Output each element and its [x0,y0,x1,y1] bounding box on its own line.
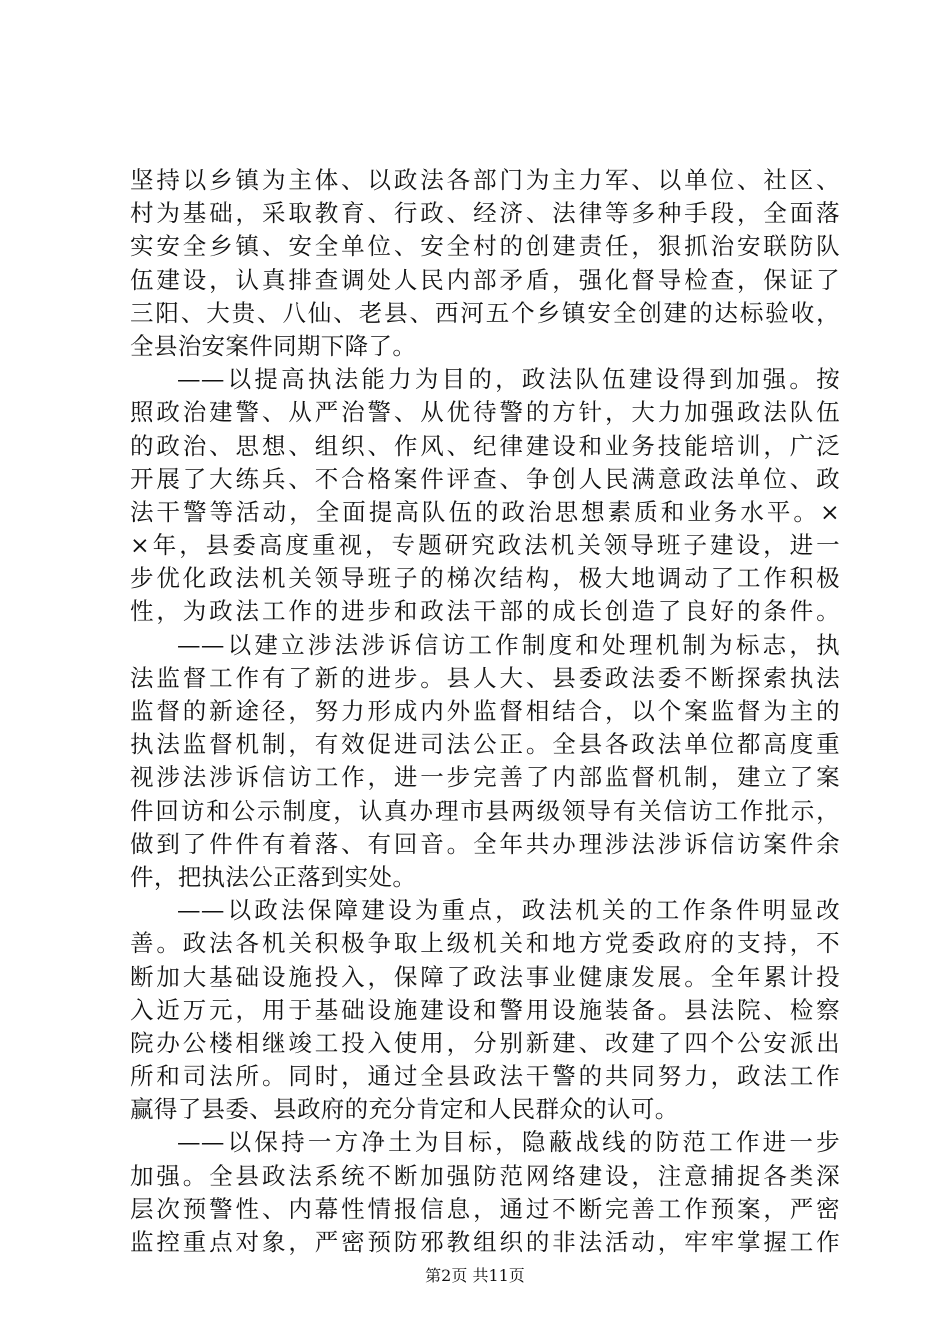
text-line: 监控重点对象，严密预防邪教组织的非法活动，牢牢掌握工作 [130,1228,840,1256]
text-line: 赢得了县委、县政府的充分肯定和人民群众的认可。 [130,1095,679,1124]
text-line: 执法监督机制，有效促进司法公正。全县各政法单位都高度重 [130,730,840,759]
text-line: 加强。全县政法系统不断加强防范网络建设，注意捕捉各类深 [130,1161,840,1190]
paragraph-first-line: ——以保持一方净土为目标，隐蔽战线的防范工作进一步 [177,1128,840,1157]
text-line: 三阳、大贵、八仙、老县、西河五个乡镇安全创建的达标验收， [130,298,840,327]
text-line: 所和司法所。同时，通过全县政法干警的共同努力，政法工作 [130,1062,840,1091]
text-line: 步优化政法机关领导班子的梯次结构，极大地调动了工作积极 [130,564,840,593]
paragraph-first-line: ——以政法保障建设为重点，政法机关的工作条件明显改 [177,896,840,925]
page-footer: 第2页 共11页 [425,1266,525,1285]
text-line: 照政治建警、从严治警、从优待警的方针，大力加强政法队伍 [130,398,840,427]
text-line: 全县治安案件同期下降了。 [130,331,417,360]
text-line: 开展了大练兵、不合格案件评查、争创人民满意政法单位、政 [130,464,840,493]
text-line: 村为基础，采取教育、行政、经济、法律等多种手段，全面落 [130,199,840,228]
paragraph-first-line: ——以提高执法能力为目的，政法队伍建设得到加强。按 [177,365,840,394]
text-line: 的政治、思想、组织、作风、纪律建设和业务技能培训，广泛 [130,431,840,460]
text-line: 断加大基础设施投入，保障了政法事业健康发展。全年累计投 [130,962,840,991]
paragraph-first-line: ——以建立涉法涉诉信访工作制度和处理机制为标志，执 [177,630,840,659]
text-line: 善。政法各机关积极争取上级机关和地方党委政府的支持，不 [130,929,840,958]
text-line: 监督的新途径，努力形成内外监督相结合，以个案监督为主的 [130,697,840,725]
text-line: 法监督工作有了新的进步。县人大、县委政法委不断探索执法 [130,663,840,692]
text-line: 视涉法涉诉信访工作，进一步完善了内部监督机制，建立了案 [130,763,840,792]
text-line: 层次预警性、内幕性情报信息，通过不断完善工作预案，严密 [130,1194,840,1223]
text-line: 法干警等活动，全面提高队伍的政治思想素质和业务水平。× [130,497,840,526]
text-line: 实安全乡镇、安全单位、安全村的创建责任，狠抓治安联防队 [130,232,840,261]
text-line: ×年，县委高度重视，专题研究政法机关领导班子建设，进一 [130,531,840,560]
text-line: 入近万元，用于基础设施建设和警用设施装备。县法院、检察 [130,995,840,1024]
text-line: 伍建设，认真排查调处人民内部矛盾，强化督导检查，保证了 [130,265,840,294]
text-line: 做到了件件有着落、有回音。全年共办理涉法涉诉信访案件余 [130,829,840,858]
text-line: 件，把执法公正落到实处。 [130,862,417,891]
text-line: 坚持以乡镇为主体、以政法各部门为主力军、以单位、社区、 [130,166,840,194]
text-line: 院办公楼相继竣工投入使用，分别新建、改建了四个公安派出 [130,1028,840,1057]
text-line: 性，为政法工作的进步和政法干部的成长创造了良好的条件。 [130,597,840,626]
text-line: 件回访和公示制度，认真办理市县两级领导有关信访工作批示， [130,796,840,825]
document-body [130,164,840,1259]
